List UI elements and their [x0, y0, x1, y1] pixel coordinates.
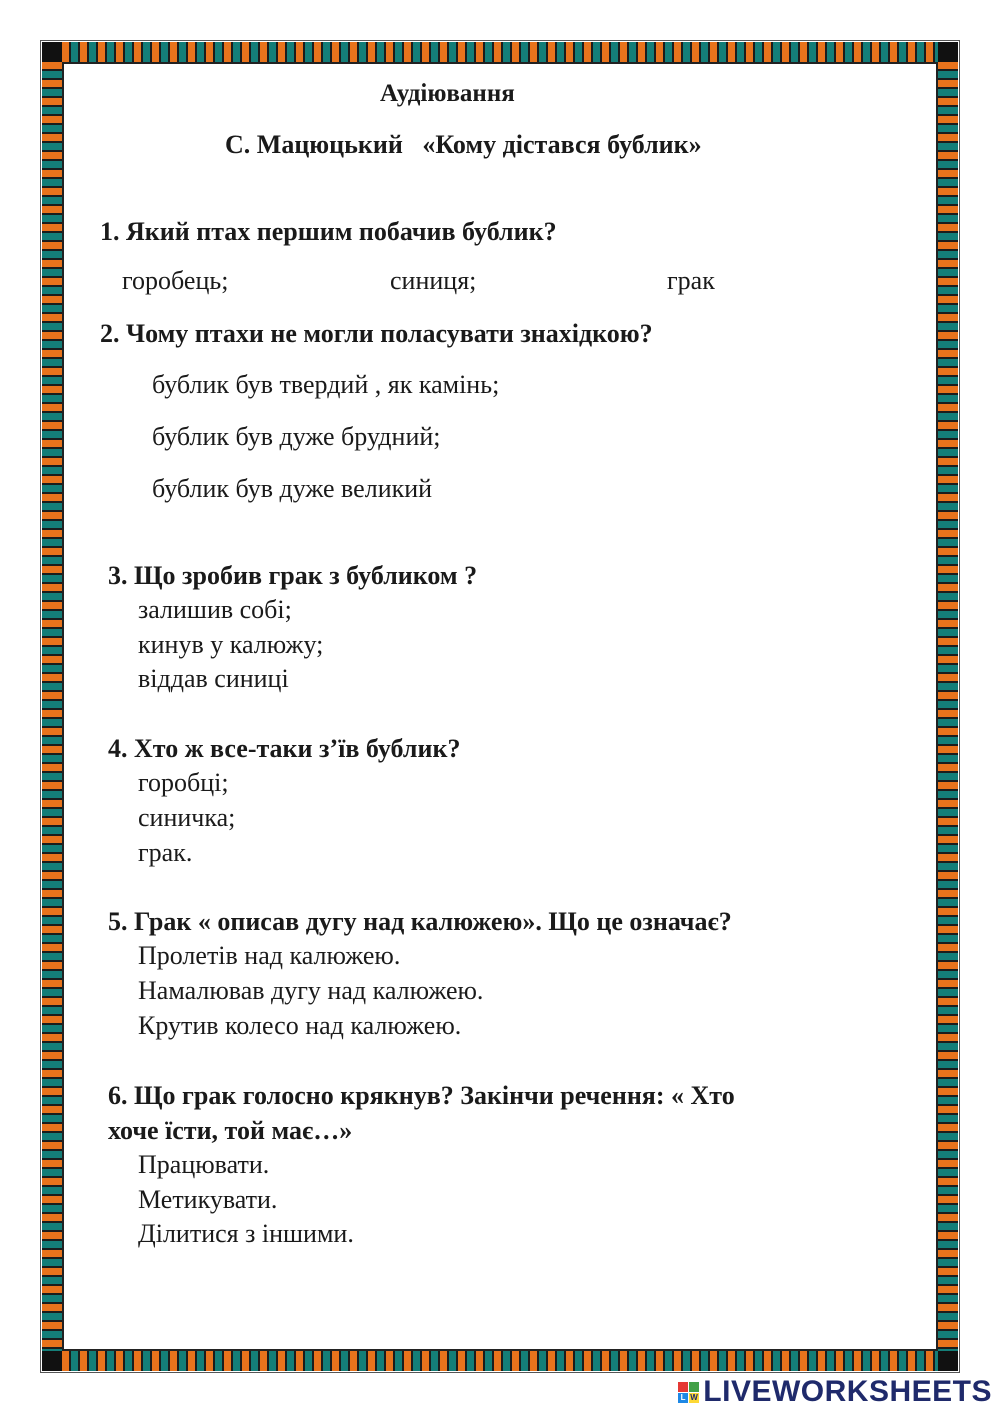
question-3: 3. Що зробив грак з бубликом ?	[108, 561, 478, 590]
watermark-text: LIVEWORKSHEETS	[703, 1375, 992, 1408]
question-6-line-1: 6. Що грак голосно крякнув? Закінчи речення: « Хто	[108, 1081, 735, 1110]
answer-option[interactable]: Працювати.	[138, 1150, 270, 1179]
answer-option[interactable]: горобець;	[122, 266, 229, 295]
answer-option[interactable]: Крутив колесо над калюжею.	[138, 1011, 462, 1040]
corner-top-left	[42, 42, 62, 62]
question-2: 2. Чому птахи не могли поласувати знахідкою?	[100, 319, 653, 348]
answer-option[interactable]: Пролетів над калюжею.	[138, 941, 401, 970]
answer-option[interactable]: грак.	[138, 838, 193, 867]
answer-option[interactable]: Ділитися з іншими.	[138, 1219, 354, 1248]
answer-option[interactable]: віддав синиці	[138, 664, 289, 693]
answer-option[interactable]: Намалював дугу над калюжею.	[138, 976, 484, 1005]
answer-option[interactable]: бублик був дуже брудний;	[152, 422, 441, 451]
border-right	[938, 42, 958, 1371]
answer-option[interactable]: синичка;	[138, 803, 236, 832]
corner-bottom-left	[42, 1351, 62, 1371]
page-subtitle: С. Мацюцький «Кому дістався бублик»	[225, 130, 702, 159]
liveworksheets-watermark	[678, 1375, 992, 1409]
answer-option[interactable]: Метикувати.	[138, 1185, 278, 1214]
border-bottom	[42, 1351, 958, 1371]
answer-option[interactable]: бублик був твердий , як камінь;	[152, 370, 500, 399]
answer-option[interactable]: горобці;	[138, 768, 229, 797]
question-5: 5. Грак « описав дугу над калюжею». Що це означає?	[108, 907, 732, 936]
answer-option[interactable]: грак	[667, 266, 715, 295]
border-top	[42, 42, 958, 62]
answer-option[interactable]: синиця;	[390, 266, 477, 295]
question-1: 1. Який птах першим побачив бублик?	[100, 217, 557, 246]
corner-bottom-right	[938, 1351, 958, 1371]
answer-option[interactable]: залишив собі;	[138, 595, 292, 624]
answer-option[interactable]: бублик був дуже великий	[152, 474, 433, 503]
page-title: Аудіювання	[380, 80, 515, 107]
answer-option[interactable]: кинув у калюжу;	[138, 630, 324, 659]
corner-top-right	[938, 42, 958, 62]
question-6-line-2: хоче їсти, той має…»	[108, 1116, 353, 1145]
question-4: 4. Хто ж все-таки з’їв бублик?	[108, 734, 461, 763]
border-left	[42, 42, 62, 1371]
liveworksheets-logo-icon: L W	[678, 1382, 699, 1403]
